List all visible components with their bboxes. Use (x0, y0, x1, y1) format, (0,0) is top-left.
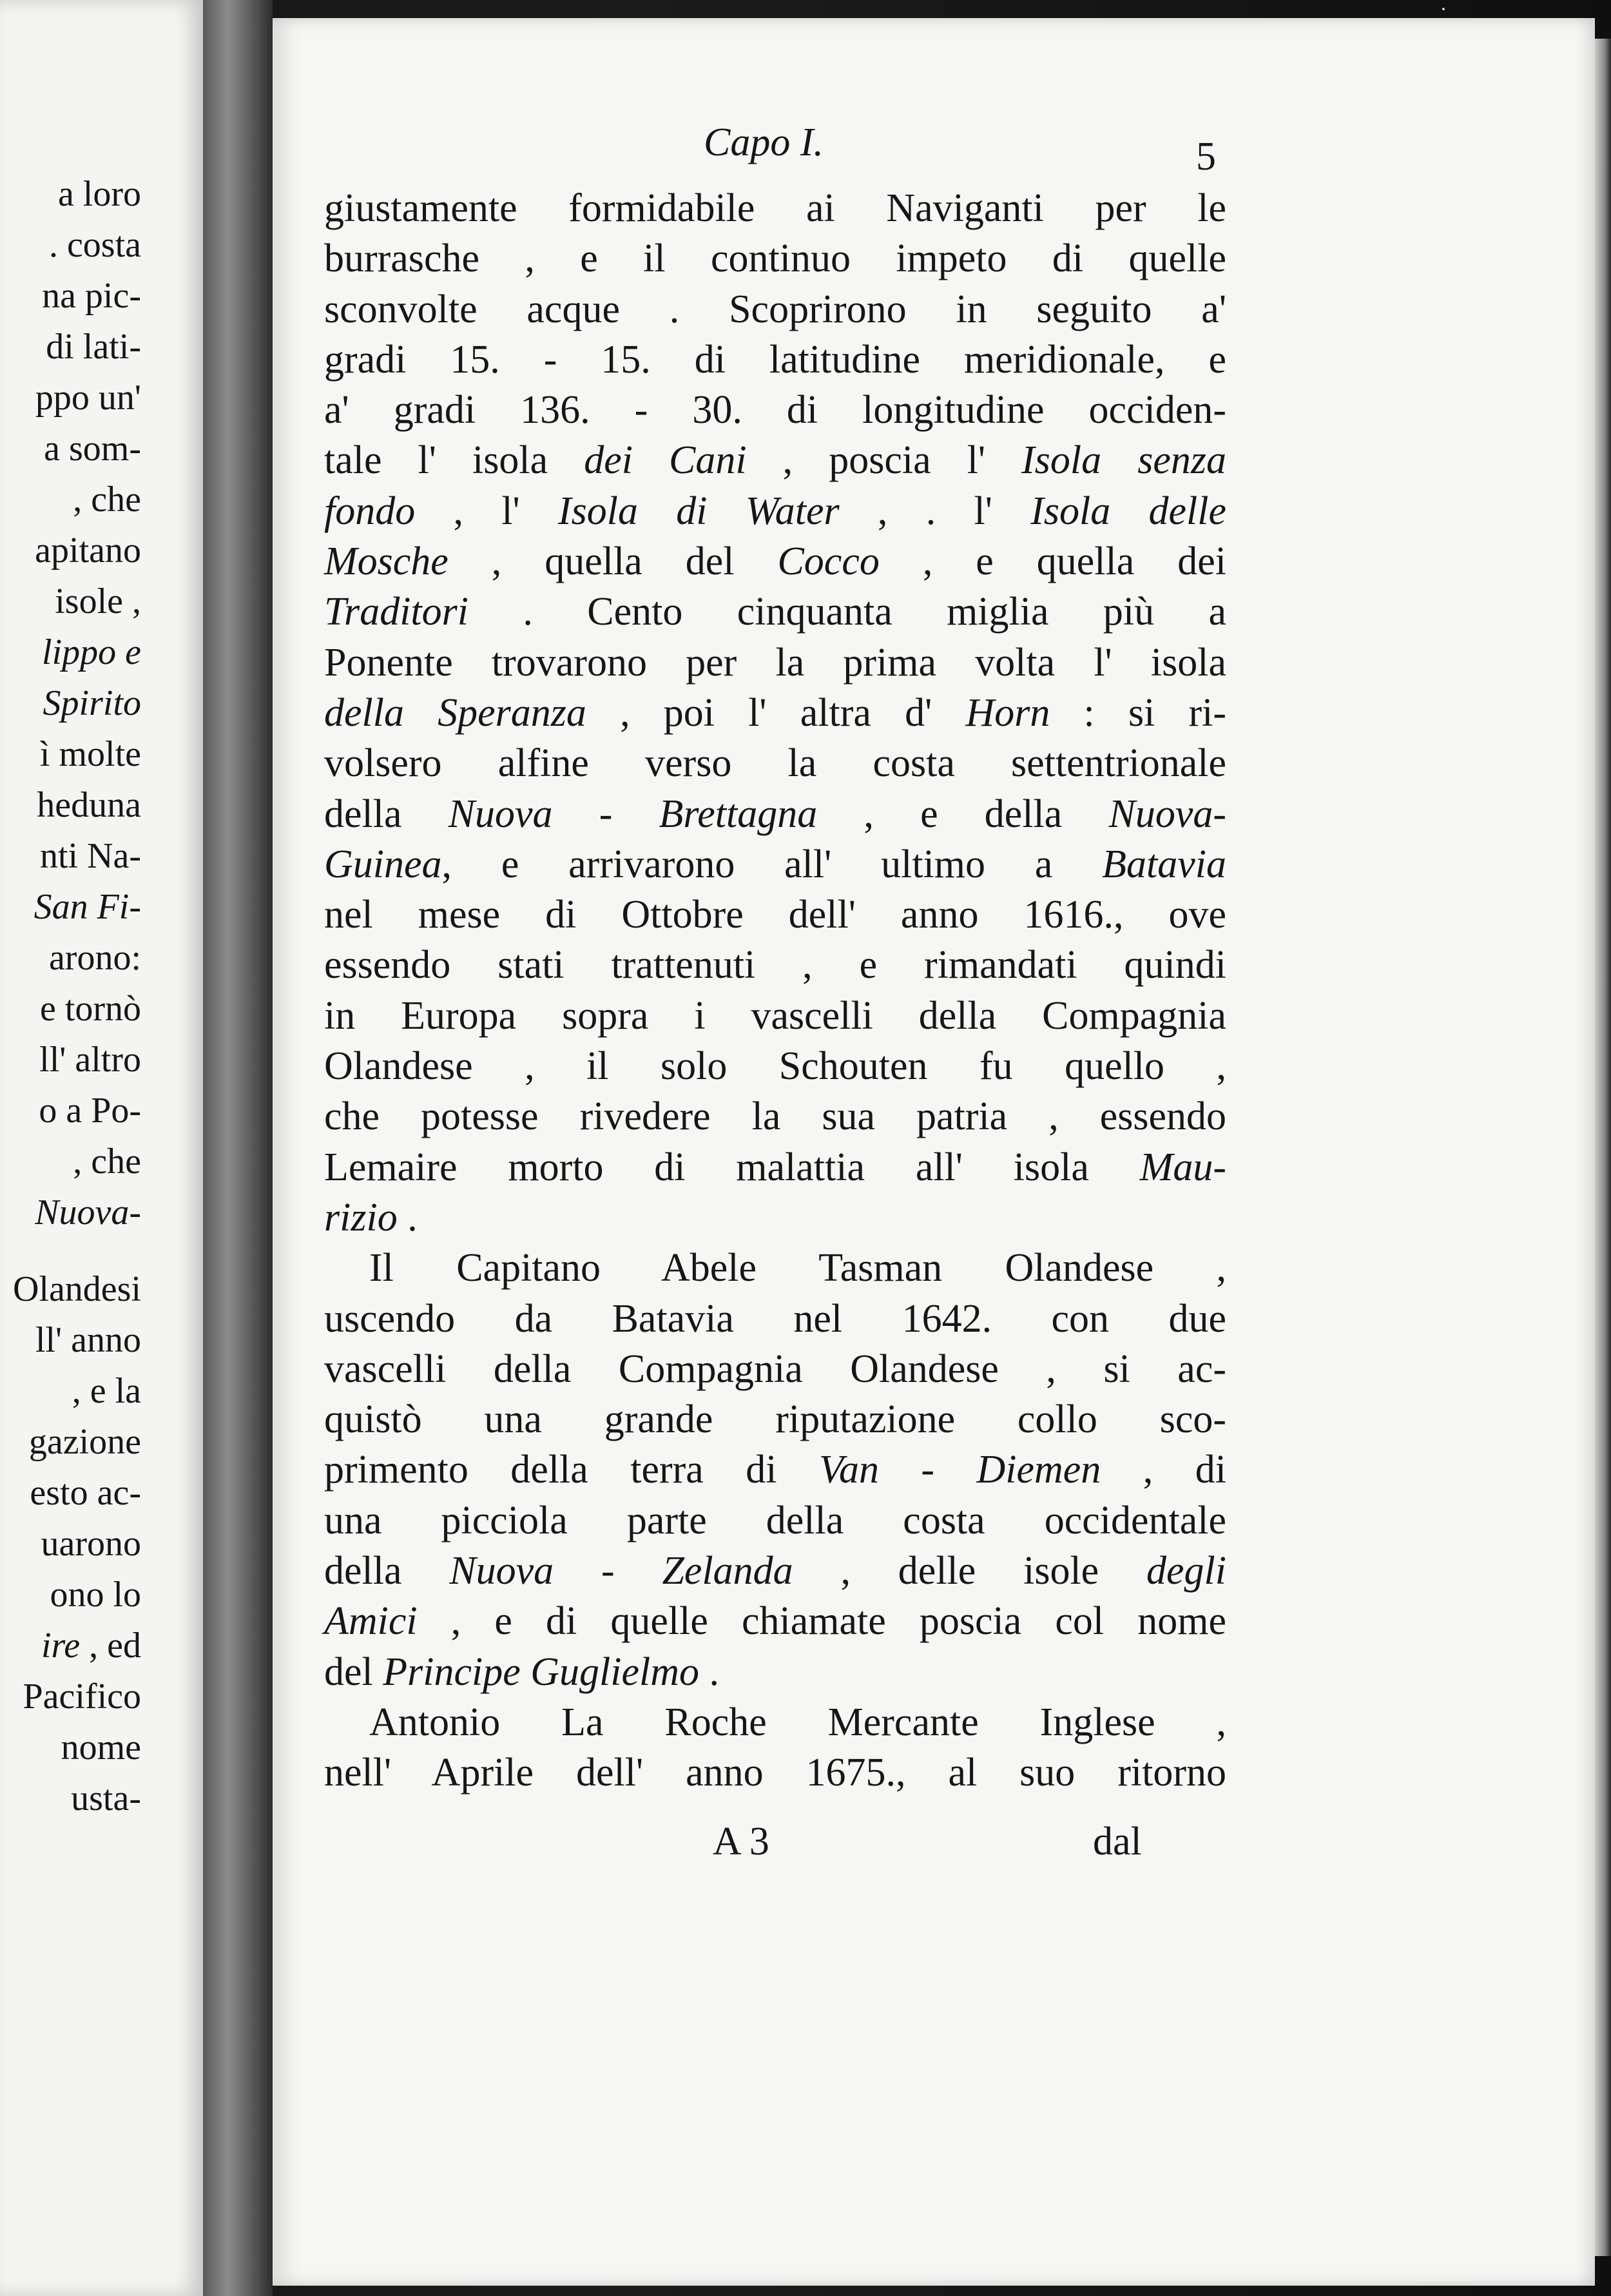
text-segment: giustamente formidabile ai Naviganti per le (324, 186, 1226, 230)
text-segment: uscendo da Batavia nel 1642. con due (324, 1296, 1226, 1341)
italic-segment: Guinea (324, 842, 442, 886)
text-segment: , quella del (448, 540, 778, 584)
left-page-line: ì molte (39, 734, 141, 774)
text-segment: , l' (415, 489, 558, 533)
running-head: Capo I. (704, 121, 824, 164)
left-page-line: , e la (72, 1371, 141, 1411)
italic-segment: Isola senza (1021, 438, 1226, 483)
left-page-line: San Fi- (34, 887, 141, 927)
text-segment: . (699, 1649, 719, 1694)
left-page-line: Nuova- (35, 1192, 141, 1232)
text-line (324, 1344, 1226, 1394)
italic-segment: Mau- (1139, 1145, 1226, 1189)
italic-segment: Nuova - Brettagna (448, 792, 818, 836)
italic-segment: Nuova - Zelanda (449, 1549, 793, 1593)
book-gutter (203, 0, 273, 2296)
text-line (324, 1091, 1226, 1142)
text-segment: , di (1101, 1448, 1226, 1492)
text-segment: vascelli della Compagnia Olandese , si ac- (324, 1347, 1226, 1391)
text-line (324, 1546, 1226, 1596)
left-page-line: Olandesi (12, 1269, 141, 1309)
left-page-line: o a Po- (39, 1091, 141, 1131)
left-page-text (0, 169, 141, 1824)
italic-segment: Batavia (1102, 842, 1226, 886)
text-line (324, 335, 1226, 385)
text-segment: nell' Aprile dell' anno 1675., al suo ritorno (324, 1751, 1226, 1795)
text-segment: , poscia l' (746, 438, 1022, 483)
italic-segment: Cocco (777, 540, 880, 584)
body-text (324, 183, 1226, 1798)
left-page-line: Pacifico (23, 1677, 141, 1717)
text-segment: una picciola parte della costa occidentale (324, 1498, 1226, 1542)
left-page-line: nome (61, 1727, 141, 1767)
text-line (324, 1192, 1226, 1243)
text-line (324, 839, 1226, 890)
page-number: 5 (1196, 135, 1216, 179)
text-segment: , e di quelle chiamate poscia col nome (417, 1599, 1226, 1644)
italic-segment: Van - Diemen (818, 1448, 1101, 1492)
text-segment: Il Capitano Abele Tasman Olandese , (369, 1246, 1226, 1290)
text-line (324, 536, 1226, 587)
left-page-line: ire , ed (41, 1626, 141, 1666)
italic-segment: Horn (965, 690, 1050, 735)
text-segment: gradi 15. - 15. di latitudine meridionale, e (324, 337, 1226, 382)
catchword: dal (1093, 1820, 1142, 1863)
text-line (324, 1041, 1226, 1091)
text-segment: in Europa sopra i vascelli della Compagnia (324, 993, 1226, 1038)
text-segment: del (324, 1649, 383, 1694)
italic-segment: Isola di Water (558, 489, 840, 533)
text-line (324, 738, 1226, 788)
left-page-line: a som- (44, 429, 141, 469)
left-page-line: esto ac- (30, 1473, 141, 1513)
text-line (324, 385, 1226, 435)
text-segment: Olandese , il solo Schouten fu quello , (324, 1044, 1226, 1089)
text-segment: a' gradi 136. - 30. di longitudine occiden- (324, 388, 1226, 433)
text-line (324, 688, 1226, 738)
text-segment: volsero alfine verso la costa settentrionale (324, 741, 1226, 786)
left-page-line: heduna (37, 785, 141, 825)
italic-segment: Traditori (324, 590, 468, 634)
italic-segment: dei Cani (584, 438, 747, 483)
italic-segment: fondo (324, 489, 416, 533)
scan-speck (1442, 8, 1445, 10)
text-segment: Ponente trovarono per la prima volta l' isola (324, 640, 1226, 685)
text-segment: Lemaire morto di malattia all' isola (324, 1145, 1140, 1189)
text-segment: quistò una grande riputazione collo sco- (324, 1397, 1226, 1442)
italic-segment: della Speranza (324, 690, 586, 735)
text-line (324, 637, 1226, 688)
text-line (324, 233, 1226, 284)
left-page-line: e tornò (39, 989, 141, 1029)
text-line (324, 1445, 1226, 1495)
text-line (324, 1394, 1226, 1445)
text-segment: tale l' isola (324, 438, 584, 483)
page-edge (1595, 39, 1611, 2256)
left-page-line: na pic- (42, 276, 141, 316)
left-page-line: arono: (48, 938, 141, 978)
text-segment: Antonio La Roche Mercante Inglese , (369, 1700, 1226, 1744)
italic-segment: Mosche (324, 540, 449, 584)
left-facing-page (0, 0, 203, 2296)
text-line (324, 940, 1226, 990)
left-page-line: , che (73, 480, 141, 520)
text-line (324, 1142, 1226, 1192)
text-segment: , e della (817, 792, 1109, 836)
text-segment: della (324, 792, 449, 836)
text-line (324, 890, 1226, 940)
text-segment: essendo stati trattenuti , e rimandati quindi (324, 943, 1226, 987)
text-segment: , poi l' altra d' (586, 690, 966, 735)
left-page-line: ono lo (50, 1575, 141, 1615)
text-line (324, 183, 1226, 233)
left-page-line: . costa (48, 225, 141, 265)
text-line (324, 486, 1226, 536)
text-segment: che potesse rivedere la sua patria , essendo (324, 1094, 1226, 1139)
italic-segment: rizio (324, 1195, 398, 1240)
left-page-line: nti Na- (39, 836, 141, 876)
left-page-line: di lati- (46, 327, 141, 367)
left-page-line: lippo e (42, 632, 141, 672)
signature-mark: A 3 (713, 1820, 769, 1863)
text-segment: : si ri- (1050, 690, 1226, 735)
italic-segment: Principe Guglielmo (383, 1649, 699, 1694)
text-segment: della (324, 1549, 450, 1593)
italic-segment: Nuova- (1108, 792, 1226, 836)
left-page-line: ppo un' (35, 378, 141, 418)
text-line (324, 587, 1226, 637)
left-page-line: apitano (35, 530, 141, 570)
text-segment: , . l' (839, 489, 1031, 533)
text-segment: . Cento cinquanta miglia più a (468, 590, 1226, 634)
text-line (324, 284, 1226, 335)
text-line (324, 789, 1226, 839)
left-page-line: isole , (55, 581, 141, 621)
left-page-line: usta- (71, 1778, 141, 1818)
text-segment: sconvolte acque . Scoprirono in seguito a' (324, 287, 1226, 331)
left-page-line: a loro (57, 174, 141, 214)
text-segment: nel mese di Ottobre dell' anno 1616., ove (324, 893, 1226, 937)
left-page-line: ll' altro (39, 1040, 141, 1080)
left-page-line (0, 1238, 141, 1264)
text-line (324, 991, 1226, 1041)
text-line (324, 1495, 1226, 1546)
left-page-line: gazione (28, 1422, 141, 1462)
left-page-line: , che (73, 1142, 141, 1182)
text-line (324, 1747, 1226, 1798)
text-segment: primento della terra di (324, 1448, 819, 1492)
text-segment: , e quella dei (879, 540, 1226, 584)
text-line (324, 1596, 1226, 1646)
italic-segment: Amici (324, 1599, 418, 1644)
text-segment: , delle isole (793, 1549, 1147, 1593)
italic-segment: Isola delle (1030, 489, 1226, 533)
text-segment: . (397, 1195, 418, 1240)
left-page-line: Spirito (43, 683, 141, 723)
text-line (324, 1243, 1226, 1293)
left-page-line: uarono (41, 1524, 141, 1564)
text-line (324, 1647, 1226, 1697)
text-segment: burrasche , e il continuo impeto di quelle (324, 237, 1226, 281)
italic-segment: degli (1146, 1549, 1226, 1593)
text-segment: , e arrivarono all' ultimo a (441, 842, 1103, 886)
text-line (324, 1697, 1226, 1747)
text-line (324, 435, 1226, 485)
left-page-line: ll' anno (35, 1320, 141, 1360)
text-line (324, 1294, 1226, 1344)
